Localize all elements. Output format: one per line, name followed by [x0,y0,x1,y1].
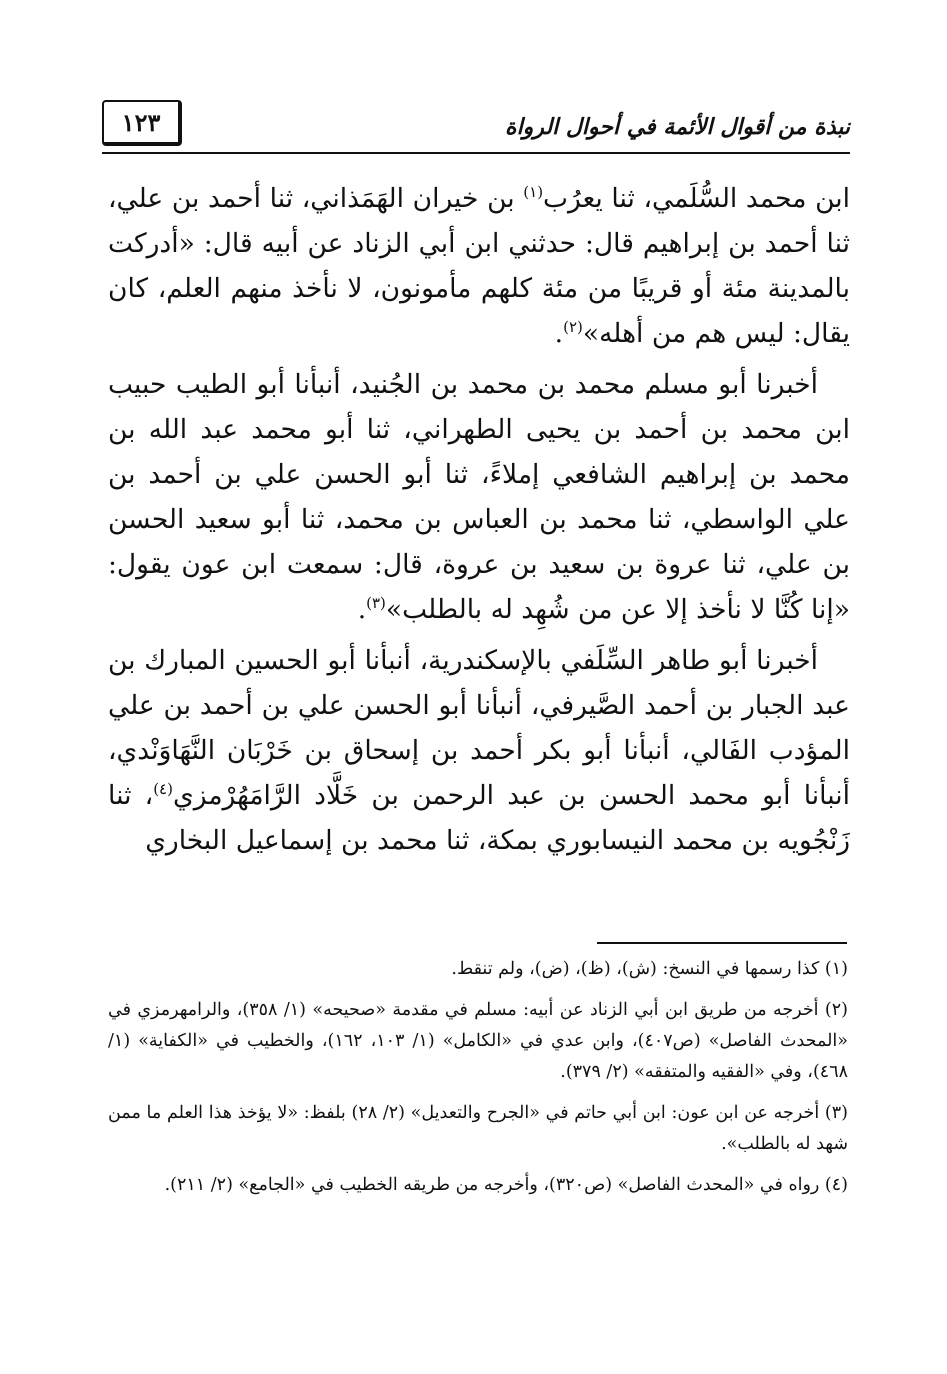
paragraph-1 [108,176,850,356]
paragraph-3 [108,638,850,863]
header-rule [102,152,850,154]
footnote-4: (٤) رواه في «المحدث الفاصل» (ص٣٢٠)، وأخرجه من طريقه الخطيب في «الجامع» (٢/ ٢١١). [164,1175,848,1195]
footnote-3: (٣) أخرجه عن ابن عون: ابن أبي حاتم في «الجرح والتعديل» (٢/ ٢٨) بلفظ: «لا يؤخذ هذا العلم ما ممن شهد له بالطلب». [108,1103,848,1154]
footnote-marker-2: (٢) [563,318,583,337]
text-run: . [554,318,564,349]
page-number: ١٢٣ [121,107,161,137]
footnote-2: (٢) أخرجه من طريق ابن أبي الزناد عن أبيه: مسلم في مقدمة «صحيحه» (١/ ٣٥٨)، والرامهرمزي في «المحدث الفاصل» (ص٤٠٧)، وابن عدي في «الكامل» (١/ ١٠٣، ١٦٢)، والخطيب في «الكفاية» (١/ ٤٦٨)، وفي «الفقيه والمتفقه» (٢/ ٣٧٩). [108,1000,848,1082]
main-text [108,176,850,869]
footnote-1: (١) كذا رسمها في النسخ: (ش)، (ظ)، (ض)، ولم تنقط. [451,959,848,979]
paragraph-2 [108,362,850,632]
page-number-box [102,100,182,146]
page-header [102,100,850,152]
text-run: أخبرنا أبو مسلم محمد بن محمد بن الجُنيد، أنبأنا أبو الطيب حبيب ابن محمد بن أحمد بن يحيى الطهراني، ثنا أبو محمد عبد الله بن محمد بن إبراهيم الشافعي إملاءً، ثنا أبو الحسن علي بن أحمد بن علي الواسطي، ثنا محمد بن العباس بن محمد، ثنا أبو سعيد الحسن بن علي، ثنا عروة بن سعيد بن عروة، قال: سمعت ابن عون يقول: «إنا كُنَّا لا نأخذ إلا عن من شُهِد له بالطلب» [108,369,850,625]
footnote-marker-3: (٣) [366,594,386,613]
footnote-marker-1: (١) [523,183,544,202]
text-run: . [357,594,367,625]
text-run: ، ثنا زَنْجُويه بن محمد النيسابوري بمكة، ثنا محمد بن إسماعيل البخاري [108,780,850,856]
text-run: بن خيران الهَمَذاني، ثنا أحمد بن علي، ثنا أحمد بن إبراهيم قال: حدثني ابن أبي الزناد عن أبيه قال: «أدركت بالمدينة مئة أو قريبًا من مئة كلهم مأمونون، لا نأخذ منهم العلم، كان يقال: ليس هم من أهله» [108,183,850,349]
footnote-separator [597,942,847,944]
running-title: نبذة من أقوال الأئمة في أحوال الرواة [505,114,850,140]
footnote-marker-4: (٤) [153,780,173,799]
footnotes [108,954,848,1211]
text-run: ابن محمد السُّلَمي، ثنا يعرُب [543,183,851,214]
text-run: أخبرنا أبو طاهر السِّلَفي بالإسكندرية، أنبأنا أبو الحسين المبارك بن عبد الجبار بن أحمد الصَّيرفي، أنبأنا أبو الحسن علي بن أحمد بن علي المؤدب الفَالي، أنبأنا أبو بكر أحمد بن إسحاق بن خَرْبَان النَّهَاوَنْدي، أنبأنا أبو محمد الحسن بن عبد الرحمن بن خَلَّاد الرَّامَهُرْمزي [108,645,850,811]
